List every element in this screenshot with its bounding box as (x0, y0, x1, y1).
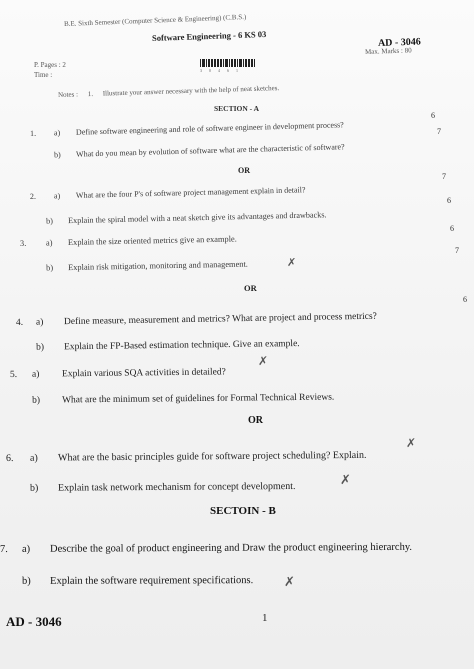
question-sub: b) (53, 150, 61, 160)
header-max-marks: Max. Marks : 80 (364, 46, 412, 56)
question-number: 5. (9, 369, 18, 380)
notes-label: Notes : (57, 90, 79, 99)
question-number: 6. (5, 452, 14, 464)
question-row (29, 120, 344, 138)
footer-page-number: 1 (262, 612, 268, 624)
header-pages: P. Pages : 2 (34, 61, 66, 69)
question-number: 3. (19, 238, 27, 248)
barcode-digits: 3 0 4 6 1 (200, 68, 241, 73)
question-text: Explain risk mitigation, monitoring and management. (67, 259, 248, 273)
question-text: Explain the size oriented metrics give an example. (67, 234, 237, 247)
question-marks: 7 (442, 172, 446, 181)
question-text: Explain various SQA activities in detailed? (61, 367, 226, 380)
question-marks: 6 (447, 196, 451, 205)
header-subject-line: Software Engineering - 6 KS 03 (151, 29, 267, 43)
notes-text: Illustrate your answer necessary with the help of neat sketches. (102, 84, 280, 98)
question-sub: b) (45, 263, 54, 273)
question-text: Describe the goal of product engineering and Draw the product engineering hierarchy. (49, 541, 413, 555)
question-sub: a) (35, 317, 44, 328)
header-exam-line: B.E. Sixth Semester (Computer Science & Engineering) (C.B.S.) (63, 13, 247, 28)
barcode-bars (200, 59, 255, 67)
question-row (29, 185, 306, 201)
question-sub: a) (29, 452, 38, 464)
question-number: 1. (29, 128, 37, 138)
pen-tick-mark: ✗ (258, 354, 269, 368)
question-row (5, 449, 367, 464)
question-text: Explain the spiral model with a neat sketch give its advantages and drawbacks. (67, 210, 327, 226)
question-sub: a) (53, 191, 61, 201)
question-row (0, 541, 413, 555)
question-text: What do you mean by evolution of software what are the characteristic of software? (75, 142, 345, 159)
question-number: 7. (0, 543, 8, 555)
notes-line (58, 84, 279, 99)
footer-paper-code: AD - 3046 (6, 614, 62, 629)
header-paper-code: AD - 3046 (377, 36, 421, 49)
header-time: Time : (34, 71, 53, 79)
question-marks: 6 (450, 224, 454, 233)
section-b-title: SECTOIN - B (210, 505, 276, 517)
question-number: 2. (29, 191, 37, 201)
question-row (19, 234, 237, 248)
question-row (9, 367, 226, 380)
question-sub: b) (35, 342, 45, 353)
question-marks: 6 (463, 295, 467, 304)
question-marks: 6 (431, 111, 435, 120)
question-sub: b) (29, 482, 39, 494)
question-sub: a) (21, 543, 31, 555)
section-a-title: SECTION - A (214, 104, 260, 113)
question-sub: a) (45, 238, 53, 248)
pen-tick-mark: ✗ (287, 257, 297, 269)
question-marks: 7 (437, 127, 441, 136)
question-text: What are the basic principles guide for software project scheduling? Explain. (57, 449, 367, 464)
pen-tick-mark: ✗ (406, 436, 417, 450)
or-label: OR (244, 283, 257, 293)
question-sub: a) (53, 128, 61, 138)
pen-tick-mark: ✗ (340, 472, 351, 487)
question-sub: a) (31, 369, 40, 380)
question-text: Explain the FP-Based estimation technique. Give an example. (63, 339, 300, 353)
question-sub: b) (31, 395, 41, 406)
question-text: Define software engineering and role of software engineer in development process? (75, 120, 344, 137)
question-text: What are the minimum set of guidelines for Formal Technical Reviews. (61, 392, 335, 406)
question-sub: b) (45, 216, 54, 226)
question-row (15, 311, 377, 328)
question-text: Explain the software requirement specifications. (49, 575, 254, 587)
question-marks: 7 (455, 246, 459, 255)
question-text: Explain task network mechanism for concept development. (57, 480, 296, 494)
question-text: Define measure, measurement and metrics? What are project and process metrics? (63, 311, 377, 328)
question-number: 4. (15, 317, 24, 328)
question-text: What are the four P's of software project management explain in detail? (75, 185, 306, 200)
pen-tick-mark: ✗ (284, 574, 295, 589)
header-barcode (200, 59, 255, 73)
notes-number: 1. (87, 89, 94, 99)
question-sub: b) (21, 575, 31, 587)
or-label: OR (238, 166, 250, 175)
or-label: OR (248, 415, 263, 426)
